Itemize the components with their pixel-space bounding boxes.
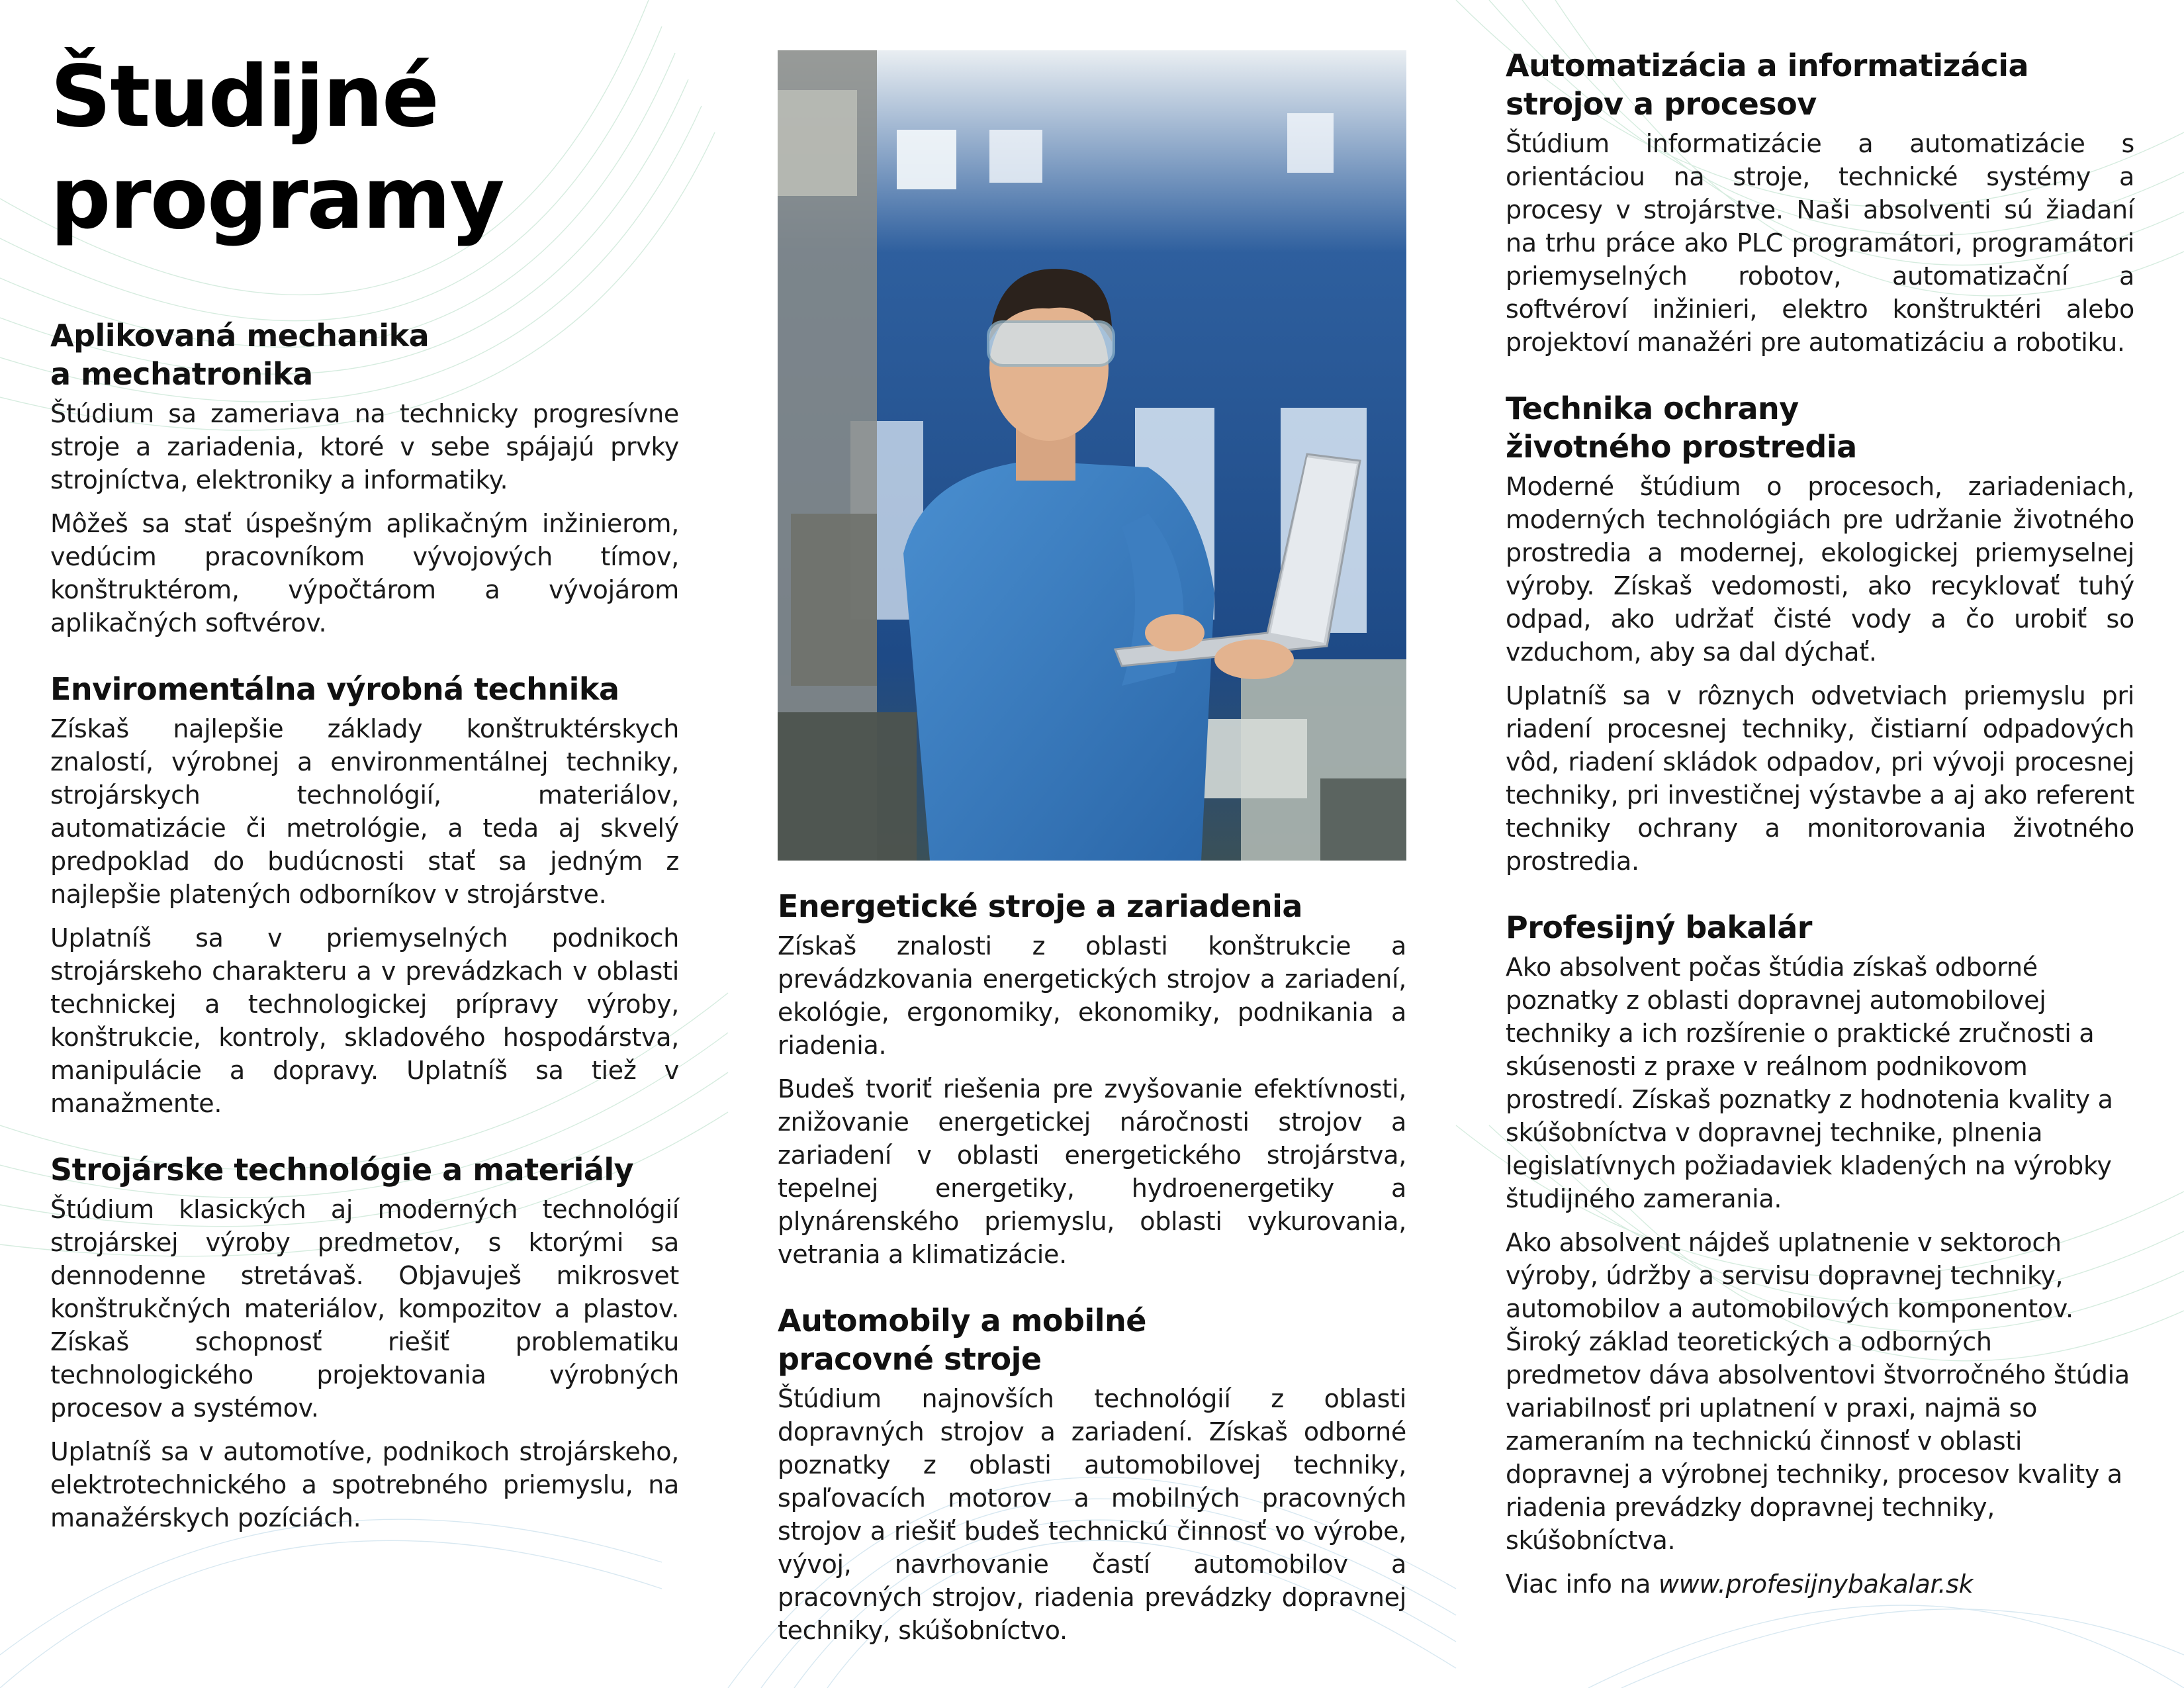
section-technika-ochrany — [1506, 389, 2134, 878]
section-heading — [1506, 389, 2134, 466]
section-heading-line1: Automobily a mobilné — [778, 1303, 1146, 1338]
section-heading-line2: a mechatronika — [50, 356, 313, 392]
section-heading: Energetické stroje a zariadenia — [778, 888, 1302, 924]
section-paragraph: Uplatníš sa v priemyselných podnikoch strojárskeho charakteru a v prevádzkach v oblasti technickej a technologickej prípravy výroby, konštrukcie, kontroly, skladového hospodárstva, manipulácie a dopravy. Uplatníš sa tiež v manažmente. — [50, 923, 679, 1118]
left-column — [50, 46, 679, 1565]
middle-column — [778, 50, 1406, 1677]
section-heading: Enviromentálna výrobná technika — [50, 671, 619, 707]
section-paragraph: Štúdium klasických aj moderných technológií strojárskej výroby predmetov, s ktorými sa dennodenne stretávaš. Objavuješ mikrosvet konštrukčných materiálov, kompozitov a plastov. Získaš schopnosť riešiť problematiku technologického projektovania výrobných procesov a systémov. — [50, 1195, 679, 1423]
section-heading-line1: Automatizácia a informatizácia — [1506, 48, 2029, 83]
section-paragraph: Moderné štúdium o procesoch, zariadeniach, moderných technológiách pre udržanie životného prostredia a modernej, ekologickej priemyselnej výroby. Získaš vedomosti, ako recyklovať tuhý odpad, ako udržať čisté vody a čo urobiť so vzduchom, aby sa dal dýchať. — [1506, 472, 2134, 667]
section-heading-line1: Technika ochrany — [1506, 391, 1799, 426]
section-paragraph: Uplatníš sa v automotíve, podnikoch strojárskeho, elektrotechnického a spotrebného priemyslu, na manažérskych pozíciách. — [50, 1437, 679, 1532]
more-info-line — [1506, 1568, 2134, 1601]
section-heading — [50, 316, 679, 393]
section-heading-line1: Aplikovaná mechanika — [50, 318, 430, 353]
section-paragraph: Budeš tvoriť riešenia pre zvyšovanie efektívnosti, znižovanie energetickej náročnosti strojov a zariadení v oblasti energetického strojárstva, tepelnej energetiky, hydroenergetiky a plynárenského priemyslu, oblasti vykurovania, vetrania a klimatizácie. — [778, 1074, 1406, 1269]
section-paragraph: Ako absolvent počas štúdia získaš odborné poznatky z oblasti dopravnej automobilovej techniky a ich rozšírenie o praktické zručnosti a skúsenosti z praxe v reálnom podnikovom prostredí. Získaš poznatky z hodnotenia kvality a skúšobníctva v dopravnej technike, plnenia legislatívnych požiadaviek kladených na výrobky študijného zamerania. — [1506, 953, 2113, 1213]
section-enviromentalna-technika — [50, 670, 679, 1120]
section-strojarske-technologie — [50, 1150, 679, 1534]
section-paragraph: Získaš najlepšie základy konštruktérskych znalostí, výrobnej a environmentálnej techniky, strojárskych technológií, materiálov, automatizácie či metrológie, a teda aj skvelý predpoklad do budúcnosti stať sa jedným z najlepšie platených odborníkov v strojárstve. — [50, 714, 679, 909]
page-title — [50, 46, 679, 250]
more-info-link[interactable]: www.profesijnybakalar.sk — [1658, 1570, 1974, 1599]
right-column — [1506, 46, 2134, 1631]
section-aplikovana-mechanika — [50, 316, 679, 639]
section-automatizacia — [1506, 46, 2134, 359]
page-title-line1: Študijné — [50, 48, 438, 146]
section-paragraph: Uplatníš sa v rôznych odvetviach priemyslu pri riadení procesnej techniky, čistiarní odpadových vôd, riadení skládok odpadov, pri vývoji procesnej techniky, pri investičnej výstavbe a aj ako referent techniky ochrany a monitorovania životného prostredia. — [1506, 681, 2134, 876]
section-paragraph: Získaš znalosti z oblasti konštrukcie a prevádzkovania energetických strojov a zariadení, ekológie, ergonomiky, ekonomiky, podnikania a riadenia. — [778, 931, 1406, 1060]
page-title-line2: programy — [50, 150, 504, 248]
more-info-label: Viac info na — [1506, 1570, 1651, 1599]
section-paragraph: Ako absolvent nájdeš uplatnenie v sektoroch výroby, údržby a servisu dopravnej techniky, automobilov a automobilových komponentov. Široký základ teoretických a odborných predmetov dáva absolventovi štvorročného štúdia variabilnosť pri uplatnení v praxi, najmä so zameraním na technickú činnosť v oblasti dopravnej a výrobnej techniky, procesov kvality a riadenia prevádzky dopravnej techniky, skúšobníctva. — [1506, 1228, 2130, 1555]
engineer-with-laptop-photo — [778, 50, 1406, 861]
section-paragraph: Štúdium najnovších technológií z oblasti dopravných strojov a zariadení. Získaš odborné poznatky z oblasti automobilovej techniky, spaľovacích motorov a mobilných pracovných strojov a riešiť budeš technickú činnosť vo výrobe, vývoj, navrhovanie častí automobilov a pracovných strojov, riadenia prevádzky dopravnej techniky, skúšobníctvo. — [778, 1384, 1406, 1645]
section-paragraph: Môžeš sa stať úspešným aplikačným inžinierom, vedúcim pracovníkom vývojových tímov, konštruktérom, výpočtárom a vývojárom aplikačných softvérov. — [50, 509, 679, 637]
section-heading — [778, 1301, 1406, 1378]
section-heading: Strojárske technológie a materiály — [50, 1152, 634, 1188]
section-paragraph: Štúdium sa zameriava na technicky progresívne stroje a zariadenia, ktoré v sebe spájajú prvky strojníctva, elektroniky a informatiky. — [50, 399, 679, 494]
section-heading-line2: pracovné stroje — [778, 1341, 1042, 1377]
section-profesijny-bakalar — [1506, 908, 2134, 1601]
section-heading — [1506, 46, 2134, 123]
section-energeticke-stroje — [778, 887, 1406, 1271]
section-heading-line2: strojov a procesov — [1506, 86, 1817, 122]
section-heading-line2: životného prostredia — [1506, 429, 1857, 465]
section-heading: Profesijný bakalár — [1506, 910, 1812, 945]
section-paragraph: Štúdium informatizácie a automatizácie s orientáciou na stroje, technické systémy a procesy v strojárstve. Naši absolventi sú žiadaní na trhu práce ako PLC programátori, programátori priemyselných robotov, automatizační a softvéroví inžinieri, elektro konštruktéri alebo projektoví manažéri pre automatizáciu a robotiku. — [1506, 129, 2134, 357]
section-automobily — [778, 1301, 1406, 1647]
